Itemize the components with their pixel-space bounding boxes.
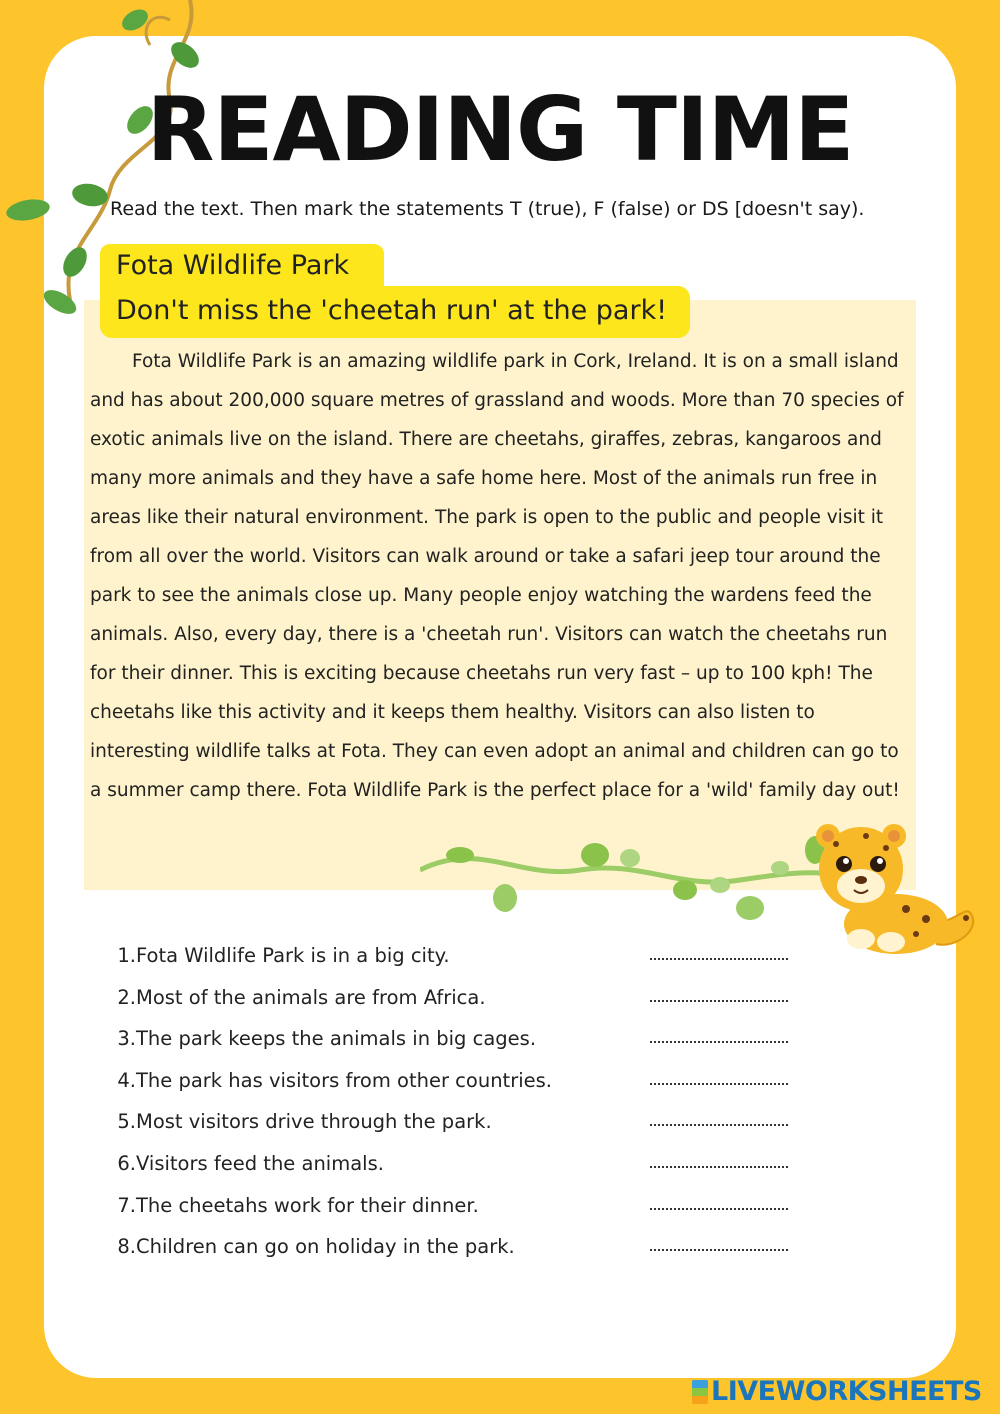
question-number: 4. <box>117 1068 136 1092</box>
cheetah-illustration <box>806 814 986 964</box>
question-number: 6. <box>117 1151 136 1175</box>
question-item-4 <box>116 1061 816 1103</box>
answer-field-6[interactable] <box>650 1144 788 1168</box>
answer-field-4[interactable] <box>650 1061 788 1085</box>
vine-decoration-bottom <box>420 830 840 930</box>
question-item-5 <box>116 1102 816 1144</box>
passage-body: Fota Wildlife Park is an amazing wildlife park in Cork, Ireland. It is on a small island and has about 200,000 square metres of grassland and woods. More than 70 species of exotic animals live on the island. There are cheetahs, giraffes, zebras, kangaroos and many more animals and they have a safe home here. Most of the animals run free in areas like their natural environment. The park is open to the public and people visit it from all over the world. Visitors can walk around or take a safari jeep tour around the park to see the animals close up. Many people enjoy watching the wardens feed the animals. Also, every day, there is a 'cheetah run'. Visitors can watch the cheetahs run for their dinner. This is exciting because cheetahs run very fast – up to 100 kph! The cheetahs like this activity and it keeps them healthy. Visitors can also listen to interesting wildlife talks at Fota. They can even adopt an animal and children can go to a summer camp there. Fota Wildlife Park is the perfect place for a 'wild' family day out! <box>90 351 904 801</box>
question-text: The cheetahs work for their dinner. <box>136 1193 479 1217</box>
question-text: Most visitors drive through the park. <box>136 1110 492 1134</box>
liveworksheets-logo-icon <box>692 1380 708 1404</box>
question-item-2 <box>116 978 816 1020</box>
liveworksheets-brand-text: LIVEWORKSHEETS <box>711 1376 982 1407</box>
question-text: Fota Wildlife Park is in a big city. <box>136 944 450 967</box>
answer-field-7[interactable] <box>650 1186 788 1210</box>
answer-field-1[interactable] <box>650 936 788 960</box>
question-text: The park has visitors from other countries. <box>136 1068 552 1092</box>
questions-list <box>116 936 816 1269</box>
answer-field-2[interactable] <box>650 978 788 1002</box>
question-item-1 <box>116 936 816 978</box>
passage-heading-line1: Fota Wildlife Park <box>100 244 384 288</box>
question-number: 5. <box>117 1110 136 1134</box>
question-number: 3. <box>117 1027 136 1051</box>
answer-field-3[interactable] <box>650 1019 788 1043</box>
question-text: The park keeps the animals in big cages. <box>136 1027 537 1051</box>
liveworksheets-logo[interactable] <box>692 1376 982 1408</box>
question-text: Children can go on holiday in the park. <box>136 1235 515 1259</box>
answer-field-8[interactable] <box>650 1227 788 1251</box>
instructions-text: Read the text. Then mark the statements T (true), F (false) or DS [doesn't say). <box>110 198 865 220</box>
question-text: Most of the animals are from Africa. <box>136 985 486 1009</box>
question-item-8 <box>116 1227 816 1269</box>
question-text: Visitors feed the animals. <box>136 1151 384 1175</box>
question-number: 2. <box>117 985 136 1009</box>
page-title: READING TIME <box>146 78 854 181</box>
question-item-6 <box>116 1144 816 1186</box>
question-number: 7. <box>117 1193 136 1217</box>
answer-field-5[interactable] <box>650 1102 788 1126</box>
passage-heading-line2: Don't miss the 'cheetah run' at the park! <box>100 286 690 338</box>
question-number: 1. <box>117 944 136 967</box>
question-item-7 <box>116 1186 816 1228</box>
question-item-3 <box>116 1019 816 1061</box>
question-number: 8. <box>117 1235 136 1259</box>
